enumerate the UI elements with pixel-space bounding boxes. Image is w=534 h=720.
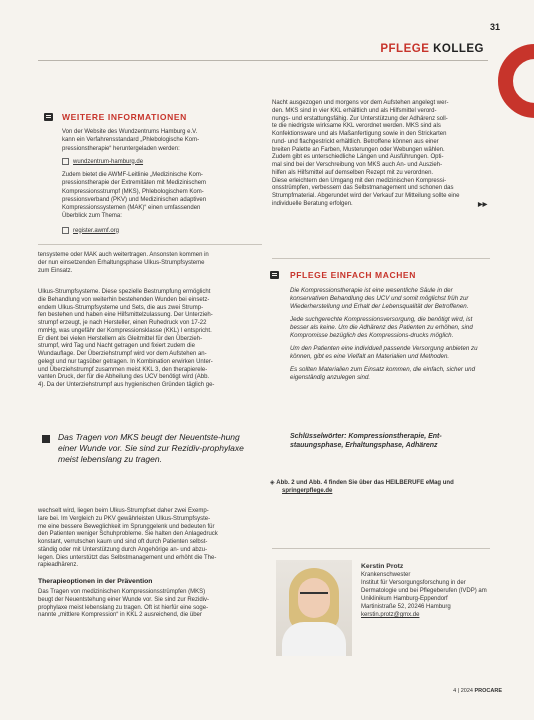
author-line: Krankenschwester bbox=[361, 572, 411, 578]
speech-bubble-icon bbox=[44, 113, 53, 121]
text-line: Das Tragen von medizinischen Kompressionsstrümpfen (MKS) bbox=[38, 589, 206, 595]
text-line: rund- und flachgestrickt erhältlich. Betroffene können aus einer bbox=[272, 138, 439, 145]
link-text[interactable]: register.awmf.org bbox=[73, 227, 120, 234]
pflege-points bbox=[290, 287, 488, 387]
text-line: Konfektionsware und als Maßanfertigung sowie in den Strickarten bbox=[272, 131, 447, 137]
text-line: den Patienten weniger Schuhprobleme. Sie halten den Anlagedruck bbox=[38, 531, 218, 538]
text-line: konstant, verrutschen kaum und sind oft durch Patienten selbst- bbox=[38, 539, 208, 545]
after-quote-paragraph bbox=[38, 508, 264, 570]
decorative-ring bbox=[498, 44, 534, 118]
rubric-dark: KOLLEG bbox=[433, 43, 484, 55]
text-line: die Behandlung von weiterhin bestehenden Wunden bei einsetz- bbox=[38, 296, 210, 303]
body-line: Überblick zum Thema: bbox=[62, 213, 122, 220]
text-line: tensysteme oder MAK auch weitertragen. Ansonsten kommen in bbox=[38, 252, 209, 258]
text-line: und Überziehstrumpf zusammen meist KKL 3, den therapierele- bbox=[38, 366, 208, 373]
figure-note bbox=[270, 479, 490, 495]
info-box-body bbox=[62, 171, 267, 221]
pflege-point: Jede suchgerechte Kompressionsversorgung, die benötigt wird, ist besser als keine. Um die Adhärenz des Patienten zu erhöhen, sind Kompromisse bezüglich des Kompressions-drucks möglich. bbox=[290, 316, 473, 339]
text-line: fen bestehen und haben eine Hilfsmittelzulassung. Der Unterzieh- bbox=[38, 312, 213, 319]
pflege-point: Um den Patienten eine individuell passende Versorgung anbieten zu können, gibt es eine Vielfalt an Materialien und Methoden. bbox=[290, 345, 478, 360]
text-line: te die niedrigste wirksame KKL verordnet werden. MKS sind als bbox=[272, 123, 441, 130]
text-line: endem Ulkus-Strumpfsysteme und Sets, die aus zwei Strump- bbox=[38, 304, 204, 311]
top-divider bbox=[38, 60, 488, 61]
text-line: nannte „mittlere Kompression“ in KKL 2 ausreichend, die über bbox=[38, 612, 202, 619]
text-line: individuelle Beratung erfolgen. bbox=[272, 200, 353, 207]
issue-number: 4 | 2024 bbox=[453, 688, 473, 694]
text-line: wechselt wird, liegen beim Ulkus-Strumpfset daher zwei Exemp- bbox=[38, 508, 209, 514]
quote-marker-icon bbox=[42, 435, 50, 443]
body-line: pressionsverband (PKV) und Medizinischen adaptiven bbox=[62, 196, 207, 203]
left-continuation bbox=[38, 252, 264, 275]
rubric-red: PFLEGE bbox=[380, 43, 430, 55]
info-box-divider bbox=[38, 244, 262, 245]
author-info bbox=[361, 563, 487, 619]
pflege-heading: PFLEGE EINFACH MACHEN bbox=[290, 270, 416, 280]
pflege-divider bbox=[272, 258, 490, 259]
text-line: beugt der Neuentstehung einer Wunde vor. Sie sind zur Rezidiv- bbox=[38, 596, 209, 603]
text-line: zum Einsatz. bbox=[38, 267, 73, 274]
figure-note-text: Abb. 2 und Abb. 4 finden Sie über das HEILBERUFE eMag und bbox=[276, 480, 454, 486]
arrow-icon: ◈ bbox=[270, 480, 275, 486]
author-line: Institut für Versorgungsforschung in der bbox=[361, 580, 466, 586]
author-divider bbox=[272, 548, 490, 549]
text-line: Diese erleichtern den Umgang mit den medizinischen Kompressi- bbox=[272, 177, 447, 184]
text-line: Nacht ausgezogen und morgens vor dem Aufstehen angelegt wer- bbox=[272, 100, 449, 106]
text-line: Wundauflage. Der Überziehstrumpf wird vor dem Aufstehen an- bbox=[38, 351, 207, 357]
pflege-point: Die Kompressionstherapie ist eine wesentliche Säule in der konservativen Behandlung des UCV und somit möglichst früh zur Wiederherstellung und Erhalt der Lebensqualität der Betroffenen. bbox=[290, 287, 469, 310]
text-line: hilfen als Hilfsmittel auf demselben Rezept mit zu verordnen. bbox=[272, 169, 434, 176]
intro-line: kann ein Verfahrensstandard „Phlebologische Kom- bbox=[62, 137, 200, 144]
right-top-paragraph bbox=[272, 100, 490, 209]
body-line: Zudem bietet die AWMF-Leitlinie „Medizinische Kom- bbox=[62, 172, 203, 178]
text-line: strumpf erzeugt, je nach Hersteller, einen Ruhedruck von 17-22 bbox=[38, 320, 207, 326]
intro-line: pressionstherapie“ heruntergeladen werden: bbox=[62, 145, 180, 152]
page-footer bbox=[453, 688, 502, 694]
link-wundzentrum[interactable] bbox=[62, 158, 143, 165]
author-name: Kerstin Protz bbox=[361, 563, 404, 570]
text-line: 4). Da der Unterziehstrumpf aus hygienischen Gründen täglich ge- bbox=[38, 382, 215, 388]
body-line: Kompressionssystemen (MAK)“ einen umfassenden bbox=[62, 205, 201, 212]
springerpflege-link[interactable]: springerpflege.de bbox=[282, 488, 333, 494]
author-line: Uniklinikum Hamburg-Eppendorf bbox=[361, 596, 448, 602]
page-number: 31 bbox=[489, 22, 500, 32]
text-line: Zudem gibt es unterschiedliche Längen und Ausführungen. Opti- bbox=[272, 154, 444, 161]
text-line: Ulkus-Strumpfsysteme. Diese spezielle Bestrumpfung ermöglicht bbox=[38, 289, 211, 295]
text-line: gelegt und nur tagsüber getragen. In Kombination erwirken Unter- bbox=[38, 358, 213, 365]
intro-line: Von der Website des Wundzentrums Hamburg e.V. bbox=[62, 129, 198, 135]
text-line: breiten Palette an Farben, Musterungen oder Webungen wählen. bbox=[272, 146, 445, 153]
text-line: den. MKS sind in vier KKL erhältlich und als Hilfsmittel verord- bbox=[272, 107, 437, 114]
rubric-title bbox=[380, 43, 484, 55]
text-line: Strumpfmaterial. Abgerundet wird der Verkauf zur Mitteilung sollte eine bbox=[272, 193, 460, 199]
author-line: Martinistraße 52, 20246 Hamburg bbox=[361, 604, 451, 610]
pflege-point: Es sollten Materialien zum Einsatz kommen, die einfach, sicher und eigenständig anzulegen sind. bbox=[290, 366, 476, 381]
author-photo bbox=[276, 560, 352, 656]
author-line: Dermatologie und bei Pflegeberufen (IVDP) am bbox=[361, 588, 487, 594]
body-line: Kompressionsstrumpf (MKS), Phlebologischem Kom- bbox=[62, 188, 204, 195]
text-line: me eine bessere Beweglichkeit im Sprunggelenk und bedeuten für bbox=[38, 523, 215, 530]
text-line: ständig oder mit Unterstützung durch Angehörige an- und abzu- bbox=[38, 546, 208, 553]
body-line: pressionstherapie der Extremitäten mit Medizinischem bbox=[62, 180, 207, 187]
text-line: mmHg, was ungefähr der Kompressionsklasse (KKL) I entspricht. bbox=[38, 327, 212, 334]
section-subheading: Therapieoptionen in der Prävention bbox=[38, 578, 153, 585]
photo-body bbox=[282, 622, 346, 656]
pull-quote: Das Tragen von MKS beugt der Neuentste-hung einer Wunde vor. Sie sind zur Rezidiv-prophylaxe meist lebenslang zu tragen. bbox=[58, 432, 244, 464]
external-link-icon bbox=[62, 227, 69, 234]
text-line: Er dient bei vielen Herstellern als Gleitmittel für den Überzieh- bbox=[38, 335, 203, 342]
keywords: Schlüsselwörter: Kompressionstherapie, Ent-stauungsphase, Erhaltungsphase, Adhärenz bbox=[290, 433, 442, 449]
ulkus-paragraph bbox=[38, 289, 264, 390]
text-line: legen. Dies unterstützt das Selbstmanagement und erhöht die The- bbox=[38, 554, 217, 561]
speech-bubble-icon bbox=[270, 271, 279, 279]
photo-glasses bbox=[300, 592, 328, 600]
text-line: lare bei. Im Vergleich zu PKV gewährleisten Ulkus-Strumpfsyste- bbox=[38, 515, 211, 522]
info-box-intro bbox=[62, 128, 262, 153]
text-line: onsstrümpfen, verbessern das Selbstmanagement und schonen das bbox=[272, 185, 454, 192]
external-link-icon bbox=[62, 158, 69, 165]
link-awmf[interactable] bbox=[62, 227, 119, 234]
text-line: strumpf, wird Tag und Nacht getragen und fixiert zudem die bbox=[38, 343, 195, 350]
author-email[interactable]: kerstin.protz@gmx.de bbox=[361, 612, 420, 618]
prevention-paragraph bbox=[38, 589, 264, 620]
text-line: nungs- und erstattungsfähig. Zur Unterstützung der Adhärenz soll- bbox=[272, 115, 448, 122]
text-line: der nun einsetzenden Erhaltungsphase Ulkus-Strumpfsysteme bbox=[38, 259, 205, 266]
link-text[interactable]: wundzentrum-hamburg.de bbox=[73, 158, 144, 165]
text-line: vanten Druck, der für die Abheilung des UCV benötigt wird (Abb. bbox=[38, 374, 210, 381]
text-line: rapieadhärenz. bbox=[38, 562, 79, 569]
end-mark-icon: ▶▶ bbox=[478, 202, 488, 208]
text-line: mal sind bei der Verschreibung von MKS auch An- und Auszieh- bbox=[272, 162, 443, 168]
info-box-heading: WEITERE INFORMATIONEN bbox=[62, 112, 187, 122]
magazine-brand: PROCARE bbox=[474, 688, 502, 694]
text-line: prophylaxe meist lebenslang zu tragen. Oft ist hierfür eine soge- bbox=[38, 604, 209, 611]
